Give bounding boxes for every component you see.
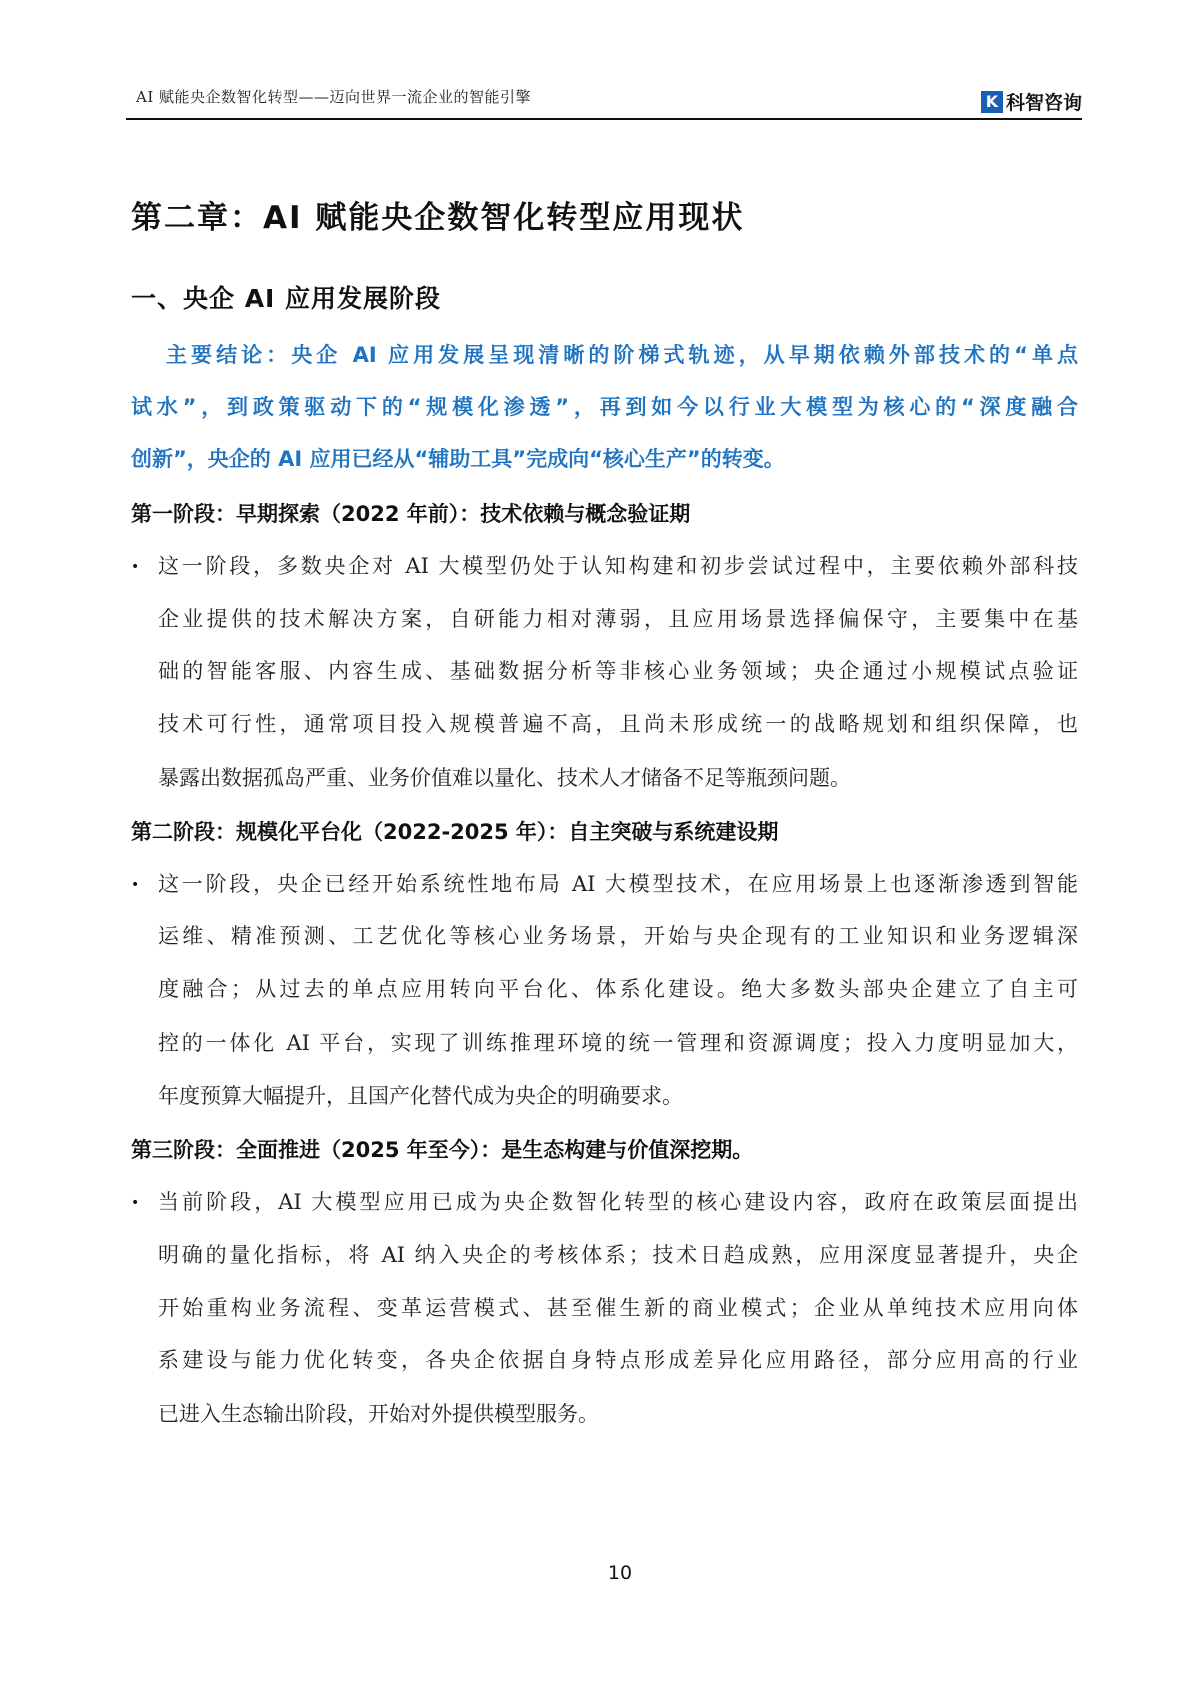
logo-text: 科智咨询 — [1005, 92, 1082, 114]
stage-3-title: 第三阶段：全面推进（2025 年至今）：是生态构建与价值深挖期。 — [131, 1138, 754, 1162]
logo-mark-icon: K — [981, 91, 1003, 113]
running-header: AI 赋能央企数智化转型——迈向世界一流企业的智能引擎 — [136, 88, 532, 106]
stage-1-line: 技术可行性，通常项目投入规模普遍不高，且尚未形成统一的战略规划和组织保障，也 — [158, 712, 1078, 736]
bullet-icon: • — [131, 559, 140, 575]
bullet-icon: • — [131, 877, 140, 893]
stage-2-line: 年度预算大幅提升，且国产化替代成为央企的明确要求。 — [158, 1084, 683, 1108]
conclusion-line: 试水”，到政策驱动下的“规模化渗透”，再到如今以行业大模型为核心的“深度融合 — [131, 395, 1078, 419]
bullet-icon: • — [131, 1195, 140, 1211]
stage-1-title: 第一阶段：早期探索（2022 年前）：技术依赖与概念验证期 — [131, 502, 691, 526]
stage-3-line: 系建设与能力优化转变，各央企依据自身特点形成差异化应用路径，部分应用高的行业 — [158, 1348, 1078, 1372]
company-logo — [981, 88, 1082, 115]
stage-2-line: 控的一体化 AI 平台，实现了训练推理环境的统一管理和资源调度；投入力度明显加大， — [158, 1031, 1078, 1055]
chapter-title: 第二章：AI 赋能央企数智化转型应用现状 — [131, 200, 745, 236]
stage-2-title: 第二阶段：规模化平台化（2022-2025 年）：自主突破与系统建设期 — [131, 820, 779, 844]
stage-1-line: 企业提供的技术解决方案，自研能力相对薄弱，且应用场景选择偏保守，主要集中在基 — [158, 607, 1078, 631]
stage-1-line: 这一阶段，多数央企对 AI 大模型仍处于认知构建和初步尝试过程中，主要依赖外部科技 — [158, 554, 1078, 578]
section-title: 一、央企 AI 应用发展阶段 — [131, 284, 442, 313]
conclusion-line: 主要结论：央企 AI 应用发展呈现清晰的阶梯式轨迹，从早期依赖外部技术的“单点 — [166, 343, 1078, 367]
stage-3-line: 已进入生态输出阶段，开始对外提供模型服务。 — [158, 1402, 599, 1426]
header-rule — [126, 118, 1082, 120]
stage-3-line: 明确的量化指标，将 AI 纳入央企的考核体系；技术日趋成熟，应用深度显著提升，央企 — [158, 1243, 1078, 1267]
stage-1-line: 础的智能客服、内容生成、基础数据分析等非核心业务领域；央企通过小规模试点验证 — [158, 659, 1078, 683]
stage-3-line: 开始重构业务流程、变革运营模式、甚至催生新的商业模式；企业从单纯技术应用向体 — [158, 1296, 1078, 1320]
stage-3-line: 当前阶段，AI 大模型应用已成为央企数智化转型的核心建设内容，政府在政策层面提出 — [158, 1190, 1078, 1214]
stage-2-line: 运维、精准预测、工艺优化等核心业务场景，开始与央企现有的工业知识和业务逻辑深 — [158, 924, 1078, 948]
stage-1-line: 暴露出数据孤岛严重、业务价值难以量化、技术人才储备不足等瓶颈问题。 — [158, 766, 851, 790]
conclusion-line: 创新”，央企的 AI 应用已经从“辅助工具”完成向“核心生产”的转变。 — [131, 447, 785, 471]
page-number: 10 — [607, 1562, 633, 1584]
stage-2-line: 这一阶段，央企已经开始系统性地布局 AI 大模型技术，在应用场景上也逐渐渗透到智能 — [158, 872, 1078, 896]
stage-2-line: 度融合；从过去的单点应用转向平台化、体系化建设。绝大多数头部央企建立了自主可 — [158, 977, 1078, 1001]
